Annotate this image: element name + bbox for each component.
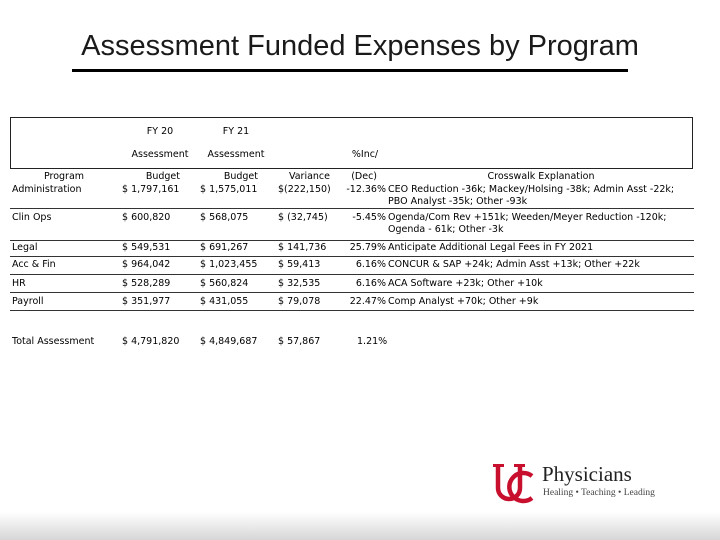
header-fy21-assessment: Assessment (207, 149, 265, 160)
row-variance: $ 141,736 (278, 242, 327, 253)
row-explanation: Ogenda/Com Rev +151k; Weeden/Meyer Reduction -120k; Ogenda - 61k; Other -3k (388, 212, 667, 235)
header-variance: Variance (288, 171, 330, 182)
row-fy21: $ 568,075 (200, 212, 249, 223)
total-label: Total Assessment (12, 336, 95, 347)
row-fy20: $ 964,042 (122, 259, 171, 270)
row-program: Clin Ops (12, 212, 52, 223)
header-crosswalk: Crosswalk Explanation (487, 171, 595, 182)
row-pct: 25.79% (349, 242, 386, 253)
row-fy20: $ 528,289 (122, 278, 171, 289)
row-divider (10, 256, 694, 257)
row-pct: 22.47% (349, 296, 386, 307)
header-fy20-budget: Budget (145, 171, 180, 182)
header-fy21-budget: Budget (223, 171, 258, 182)
row-divider (10, 292, 694, 293)
row-divider (10, 240, 694, 241)
row-fy20: $ 549,531 (122, 242, 171, 253)
header-fy20-assessment: Assessment (131, 149, 189, 160)
row-variance: $ (32,745) (278, 212, 328, 223)
uc-physicians-logo (492, 460, 662, 506)
row-variance: $ 32,535 (278, 278, 321, 289)
row-pct: 6.16% (355, 259, 386, 270)
row-variance: $ 79,078 (278, 296, 321, 307)
logo-tagline: Healing • Teaching • Leading (543, 488, 655, 498)
row-pct: -5.45% (352, 212, 386, 223)
logo-name: Physicians (542, 462, 632, 486)
page-title: Assessment Funded Expenses by Program (81, 30, 639, 62)
row-explanation: Anticipate Additional Legal Fees in FY 2021 (388, 242, 594, 253)
row-fy21: $ 1,575,011 (200, 184, 258, 195)
row-divider (10, 274, 694, 275)
total-pct: 1.21% (357, 336, 388, 347)
row-fy20: $ 351,977 (122, 296, 171, 307)
row-fy21: $ 1,023,455 (200, 259, 258, 270)
row-program: Acc & Fin (12, 259, 56, 270)
table-header-frame (10, 117, 693, 169)
row-program: Payroll (12, 296, 44, 307)
total-fy20: $ 4,791,820 (122, 336, 180, 347)
row-pct: -12.36% (346, 184, 386, 195)
header-fy21: FY 21 (222, 126, 250, 137)
row-program: Administration (12, 184, 82, 195)
uc-mark-icon (492, 460, 538, 506)
row-pct: 6.16% (355, 278, 386, 289)
total-variance: $ 57,867 (278, 336, 321, 347)
row-explanation: ACA Software +23k; Other +10k (388, 278, 543, 289)
row-fy21: $ 691,267 (200, 242, 249, 253)
row-explanation: Comp Analyst +70k; Other +9k (388, 296, 539, 307)
row-fy21: $ 431,055 (200, 296, 249, 307)
row-fy21: $ 560,824 (200, 278, 249, 289)
row-program: Legal (12, 242, 38, 253)
title-underline (72, 69, 628, 72)
row-program: HR (12, 278, 26, 289)
header-program: Program (43, 171, 85, 182)
row-divider (10, 310, 694, 311)
header-pct-inc: %Inc/ (351, 149, 379, 160)
row-fy20: $ 600,820 (122, 212, 171, 223)
header-pct-dec: (Dec) (351, 171, 377, 182)
footer-band (0, 512, 720, 540)
row-divider (10, 208, 694, 209)
row-explanation: CEO Reduction -36k; Mackey/Holsing -38k; Admin Asst -22k; PBO Analyst -35k; Other -93k (388, 184, 675, 207)
row-fy20: $ 1,797,161 (122, 184, 180, 195)
header-fy20: FY 20 (146, 126, 174, 137)
total-fy21: $ 4,849,687 (200, 336, 258, 347)
row-variance: $ 59,413 (278, 259, 321, 270)
row-explanation: CONCUR & SAP +24k; Admin Asst +13k; Other +22k (388, 259, 640, 270)
row-variance: $(222,150) (278, 184, 331, 195)
